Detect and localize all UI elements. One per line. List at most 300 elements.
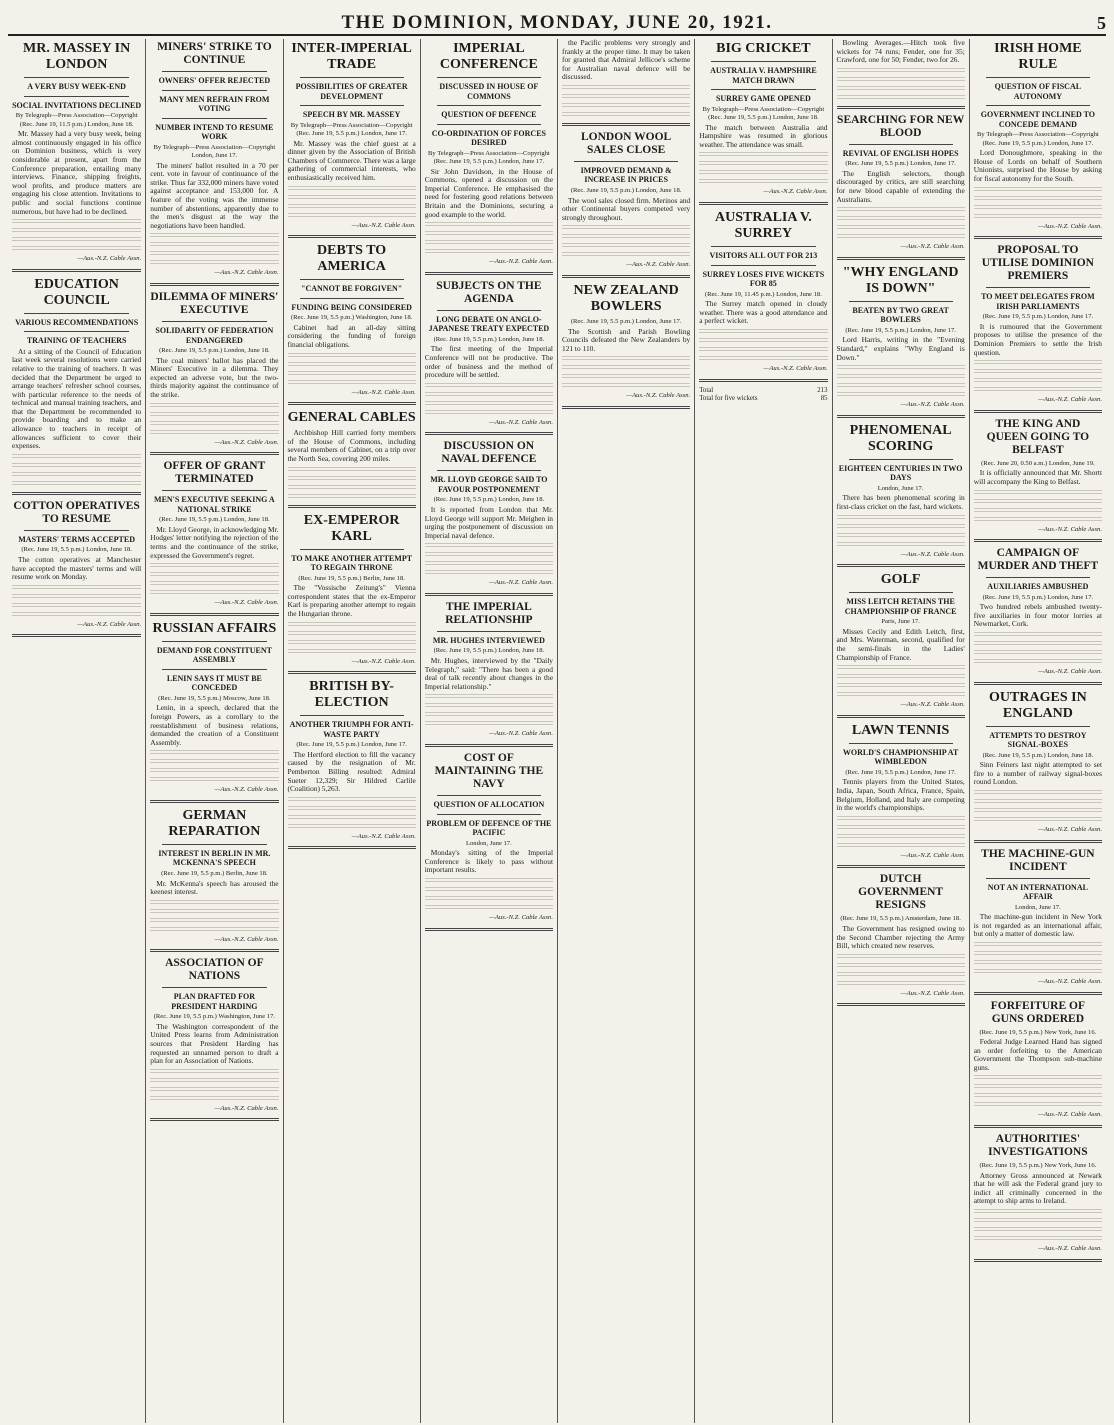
- article-separator: [837, 865, 965, 868]
- article-subheadline: OWNERS' OFFER REJECTED: [158, 76, 271, 85]
- article-subheadline: AUSTRALIA V. HAMPSHIRE MATCH DRAWN: [710, 66, 817, 85]
- article-credit: —Aus.-N.Z. Cable Assn.: [1038, 396, 1102, 404]
- article-subheadline: VARIOUS RECOMMENDATIONS: [15, 317, 139, 327]
- text-lines: [288, 649, 416, 655]
- article-separator: [288, 846, 416, 849]
- article-credit: —Aus.-N.Z. Cable Assn.: [1038, 1245, 1102, 1253]
- text-lines: [288, 380, 416, 386]
- text-lines: [288, 353, 416, 359]
- divider: [437, 124, 541, 125]
- article-separator: [425, 593, 553, 596]
- article-body: Sinn Feiners last night attempted to set fire to a number of railway signal-boxes round London.: [973, 760, 1102, 787]
- article: [562, 39, 690, 126]
- article-subheadline: FUNDING BEING CONSIDERED: [291, 302, 412, 312]
- text-lines: [974, 799, 1102, 805]
- text-lines: [425, 410, 553, 416]
- article-headline: AUSTRALIA V. SURREY: [715, 210, 812, 242]
- text-lines: [974, 659, 1102, 665]
- article-headline: RUSSIAN AFFAIRS: [152, 620, 277, 636]
- article: [974, 848, 1102, 995]
- divider: [437, 470, 541, 471]
- text-lines: [150, 581, 278, 587]
- text-lines: [288, 467, 416, 473]
- divider: [437, 310, 541, 311]
- article-body: At a sitting of the Council of Education last week several resolutions were carried relative to the training of teachers. It was decided that the Department be urged to arrange teachers' refresher school courses, with particular reference to the needs of technical and manual training teachers, and that the Department be recommended to provide boarding and to make an allowance to teachers in receipt of allowances sufficient to cover their expenses.: [12, 346, 142, 451]
- article-separator: [425, 432, 553, 435]
- article-credit: —Aus.-N.Z. Cable Assn.: [214, 786, 279, 794]
- article-subheadline: WORLD'S CHAMPIONSHIP AT WIMBLEDON: [842, 747, 959, 767]
- column-7: [832, 39, 969, 1423]
- article-body: The Hertford election to fill the vacancy caused by the resignation of Mr. Pemberton Billing resulted: Admiral Sueter 12,329; Sir Hildred Carlile (Coalition) 5,263.: [287, 749, 416, 794]
- article-subheadline: LONG DEBATE ON ANGLO-JAPANESE TREATY EXPECTED: [428, 314, 550, 334]
- divider: [986, 287, 1090, 288]
- text-lines: [837, 683, 965, 689]
- score-label: Total for five wickets: [699, 394, 758, 402]
- text-lines: [425, 543, 553, 549]
- article-credit: —Aus.-N.Z. Cable Assn.: [1038, 1111, 1102, 1119]
- text-lines: [150, 412, 278, 418]
- article-headline: THE MACHINE-GUN INCIDENT: [981, 847, 1095, 873]
- text-lines: [425, 887, 553, 893]
- article-subheadline: SOCIAL INVITATIONS DECLINED: [12, 100, 142, 110]
- article-body: The "Vossische Zeitung's" Vienna correspondent states that the ex-Emperor Karl is preparing another attempt to regain the Hungarian throne.: [287, 583, 416, 618]
- text-lines: [837, 665, 965, 671]
- article-subheadline: CO-ORDINATION OF FORCES DESIRED: [431, 128, 546, 147]
- article-dateline: (Rec. June 19, 5.5 p.m.) Moscow, June 18.: [158, 694, 271, 702]
- article-credit: —Aus.-N.Z. Cable Assn.: [626, 261, 691, 269]
- article-body: Lord Donoughmore, speaking in the House of Lords on behalf of Southern Unionists, surprised the House by asking for fiscal autonomy for the South.: [973, 148, 1102, 183]
- text-lines: [288, 640, 416, 646]
- text-lines: [699, 347, 827, 353]
- text-lines: [288, 186, 416, 192]
- divider: [437, 814, 541, 815]
- divider: [162, 844, 266, 845]
- text-lines: [150, 759, 278, 765]
- article: [974, 41, 1102, 239]
- text-lines: [837, 972, 965, 978]
- article-dateline: London, June 17.: [465, 839, 512, 847]
- article-separator: [150, 613, 278, 616]
- article-credit: —Aus.-N.Z. Cable Assn.: [1038, 977, 1102, 985]
- article: [425, 280, 553, 436]
- article-headline: PHENOMENAL SCORING: [849, 422, 952, 454]
- article-credit: —Aus.-N.Z. Cable Assn.: [489, 913, 553, 921]
- article-separator: [974, 410, 1102, 413]
- article-headline: ASSOCIATION OF NATIONS: [165, 957, 264, 983]
- article-body: The Surrey match opened in cloudy weather. There was a good attendance and a perfect wicket.: [699, 299, 828, 326]
- text-lines: [150, 403, 278, 409]
- article-dateline: By Telegraph—Press Association—Copyright (Rec. June 19, 5.5 p.m.) London, June 18.: [702, 105, 825, 122]
- article-headline: SEARCHING FOR NEW BLOOD: [837, 113, 965, 139]
- article-body: It is rumoured that the Government proposes to utilise the presence of the Dominion Premiers to settle the Irish question.: [973, 321, 1102, 357]
- article-credit: —Aus.-N.Z. Cable Assn.: [214, 269, 279, 277]
- article: [150, 957, 278, 1121]
- article-dateline: By Telegraph—Press Association—Copyright (Rec. June 19, 5.5 p.m.) London, June 17.: [290, 121, 413, 138]
- text-lines: [837, 77, 965, 83]
- text-lines: [425, 878, 553, 884]
- article-body: It is reported from London that Mr. Lloyd George will support Mr. Meighen in urging the postponement of discussion on Imperial naval defence.: [424, 505, 553, 540]
- text-lines: [150, 572, 278, 578]
- article-separator: [974, 539, 1102, 542]
- article: [12, 277, 141, 495]
- text-lines: [150, 750, 278, 756]
- article-separator: [562, 406, 690, 409]
- article-dateline: (Rec. June 19, 5.5 p.m.) London, June 18.: [570, 186, 682, 194]
- article-headline: GOLF: [880, 572, 921, 588]
- article-dateline: (Rec. June 19, 5.5 p.m.) Berlin, June 18.: [161, 869, 268, 877]
- article-separator: [974, 1125, 1102, 1128]
- text-lines: [837, 392, 965, 398]
- text-lines: [974, 360, 1102, 366]
- article-headline: THE KING AND QUEEN GOING TO BELFAST: [986, 417, 1090, 456]
- article-headline: MR. MASSEY IN LONDON: [23, 41, 131, 72]
- article-subheadline: PROBLEM OF DEFENCE OF THE PACIFIC: [426, 818, 552, 838]
- text-lines: [837, 816, 965, 822]
- article-subheadline: SOLIDARITY OF FEDERATION ENDANGERED: [155, 326, 274, 345]
- text-lines: [562, 85, 690, 91]
- text-lines: [562, 365, 690, 371]
- text-lines: [699, 152, 827, 158]
- text-lines: [974, 214, 1102, 220]
- text-lines: [974, 205, 1102, 211]
- article-subheadline: DISCUSSED IN HOUSE OF COMMONS: [439, 82, 539, 101]
- article-dateline: (Rec. June 19, 5.5 p.m.) London, June 18.: [159, 347, 270, 355]
- divider: [437, 77, 541, 78]
- text-lines: [974, 378, 1102, 384]
- column-3: [283, 39, 420, 1423]
- article-separator: [837, 1003, 965, 1006]
- divider: [162, 669, 266, 670]
- divider: [162, 641, 266, 642]
- divider: [986, 577, 1090, 578]
- text-lines: [288, 213, 416, 219]
- text-lines: [837, 533, 965, 539]
- article-body: The English selectors, though discouraged by critics, are still searching for new blood capable of extending the Australians.: [836, 168, 965, 204]
- text-lines: [974, 1218, 1102, 1224]
- article-dateline: (Rec. June 19, 5.5 p.m.) London, June 17.: [982, 593, 1094, 601]
- text-lines: [837, 383, 965, 389]
- divider: [300, 715, 404, 716]
- text-lines: [837, 843, 965, 849]
- article-separator: [150, 949, 278, 952]
- divider: [300, 549, 404, 550]
- text-lines: [288, 204, 416, 210]
- article-separator: [837, 415, 965, 418]
- text-lines: [974, 1093, 1102, 1099]
- article-body: the Pacific problems very strongly and frankly at the proper time. It may be taken for granted that Admiral Jellicoe's scheme for Australian naval defence will be discussed.: [562, 39, 691, 82]
- article-body: The Washington correspondent of the United Press learns from Administration sources that President Harding has requested an unnamed person to draft a plan for an Association of Nations.: [150, 1021, 279, 1066]
- article-subheadline: LENIN SAYS IT MUST BE CONCEDED: [166, 673, 262, 693]
- article-subheadline: PLAN DRAFTED FOR PRESIDENT HARDING: [171, 992, 258, 1011]
- article-credit: —Aus.-N.Z. Cable Assn.: [77, 255, 142, 263]
- article-dateline: (Rec. June 19, 5.5 p.m.) Washington, June 17.: [153, 1013, 276, 1021]
- text-lines: [974, 951, 1102, 957]
- text-lines: [288, 824, 416, 830]
- column-4: [420, 39, 557, 1423]
- article-separator: [288, 235, 416, 238]
- article-dateline: (Rec. June 19, 5.5 p.m.) London, June 18.: [433, 496, 545, 504]
- text-lines: [288, 631, 416, 637]
- article-headline: FORFEITURE OF GUNS ORDERED: [990, 999, 1085, 1025]
- article: [12, 500, 141, 637]
- text-lines: [562, 234, 690, 240]
- text-lines: [288, 494, 416, 500]
- article-dateline: (Rec. June 19, 11.45 p.m.) London, June 18.: [704, 290, 822, 298]
- article-dateline: (Rec. June 19, 5.5 p.m.) London, June 18.: [21, 546, 132, 554]
- article-credit: —Aus.-N.Z. Cable Assn.: [351, 388, 416, 396]
- article-body: Lenin, in a speech, declared that the foreign Powers, as a corollary to the reestablishment of business relations, demanded the creation of a Constituent Assembly.: [150, 703, 279, 747]
- article-credit: —Aus.-N.Z. Cable Assn.: [489, 579, 553, 587]
- article-body: Mr. Lloyd George, in acknowledging Mr. Hodges' letter notifying the rejection of the terms and the continuance of the strike, expressed the Government's regret.: [150, 524, 279, 560]
- text-lines: [12, 612, 141, 618]
- divider: [162, 987, 266, 988]
- article-headline: LAWN TENNIS: [851, 722, 950, 738]
- text-lines: [837, 86, 965, 92]
- article-dateline: (Rec. June 19, 5.5 p.m.) London, June 18.: [159, 516, 270, 524]
- text-lines: [837, 954, 965, 960]
- article: [150, 460, 278, 616]
- score-list: [699, 387, 827, 403]
- text-lines: [562, 383, 690, 389]
- text-lines: [150, 251, 278, 257]
- article: [699, 210, 827, 381]
- article-separator: [288, 671, 416, 674]
- article-subheadline: QUESTION OF FISCAL AUTONOMY: [994, 82, 1082, 101]
- article-subheadline: A VERY BUSY WEEK-END: [27, 82, 126, 91]
- divider: [437, 631, 541, 632]
- article: [974, 547, 1102, 684]
- article: [425, 440, 553, 596]
- article: [974, 1133, 1102, 1262]
- text-lines: [288, 362, 416, 368]
- article-credit: —Aus.-N.Z. Cable Assn.: [1038, 825, 1102, 833]
- article-body: Misses Cecily and Edith Leitch, first, and Mrs. Waterman, second, qualified for the semi-finals in the Ladies' Championship of France.: [836, 626, 965, 662]
- text-lines: [150, 590, 278, 596]
- article-subheadline: MR. LLOYD GEORGE SAID TO FAVOUR POSTPONEMENT: [430, 475, 548, 494]
- text-lines: [699, 179, 827, 185]
- text-lines: [699, 356, 827, 362]
- article-dateline: By Telegraph—Press Association—Copyright (Rec. June 19, 5.5 p.m.) London, June 17.: [976, 131, 1099, 147]
- article: [837, 423, 965, 567]
- article-body: The Government has resigned owing to the Second Chamber rejecting the Army Bill, which created new reserves.: [836, 923, 965, 951]
- article-credit: —Aus.-N.Z. Cable Assn.: [1038, 222, 1102, 230]
- text-lines: [425, 249, 553, 255]
- divider: [711, 265, 815, 266]
- article: [562, 131, 690, 278]
- text-lines: [699, 338, 827, 344]
- article: [974, 418, 1102, 542]
- article-credit: —Aus.-N.Z. Cable Assn.: [351, 657, 416, 665]
- text-lines: [974, 942, 1102, 948]
- article-headline: PROPOSAL TO UTILISE DOMINION PREMIERS: [981, 244, 1094, 283]
- text-lines: [150, 421, 278, 427]
- text-lines: [974, 187, 1102, 193]
- text-lines: [974, 1227, 1102, 1233]
- article-headline: DEBTS TO AMERICA: [317, 243, 387, 275]
- article-separator: [837, 257, 965, 260]
- text-lines: [12, 603, 141, 609]
- article-dateline: Paris, June 17.: [881, 618, 920, 626]
- text-lines: [837, 95, 965, 101]
- text-lines: [150, 1096, 278, 1102]
- article-subheadline: VISITORS ALL OUT FOR 213: [709, 251, 818, 261]
- divider: [300, 298, 404, 299]
- article-subheadline: AUXILIARIES AMBUSHED: [987, 582, 1089, 592]
- text-lines: [12, 228, 141, 234]
- article-headline: GERMAN REPARATION: [168, 807, 261, 839]
- article-credit: —Aus.-N.Z. Cable Assn.: [763, 364, 828, 372]
- text-lines: [425, 712, 553, 718]
- text-lines: [425, 401, 553, 407]
- article-body: Mr. Massey had a very busy week, being almost continuously engaged in his office on Dominion business, which is very considerable at present, apart from the Conference preparation, entailing many interviews. Finance, shipping freights, wool profits, and produce matters are engaging his close attention. Invitations to public and social functions continue numerous, but have had to be declined.: [12, 129, 142, 216]
- article: [974, 244, 1102, 413]
- article-dateline: (Rec. June 19, 5.5 p.m.) London, June 17.: [845, 326, 956, 334]
- text-lines: [150, 927, 278, 933]
- article-subheadline: ATTEMPTS TO DESTROY SIGNAL-BOXES: [989, 730, 1087, 750]
- article-body: The Scottish and Parish Bowling Councils defeated the New Zealanders by 121 to 110.: [562, 326, 691, 353]
- article: [425, 752, 553, 930]
- article: [150, 41, 278, 286]
- score-row: [699, 387, 827, 395]
- article: [425, 41, 553, 275]
- article-credit: —Aus.-N.Z. Cable Assn.: [489, 730, 553, 738]
- article-credit: —Aus.-N.Z. Cable Assn.: [900, 701, 965, 709]
- text-lines: [974, 517, 1102, 523]
- article-subheadline: "CANNOT BE FORGIVEN": [301, 284, 403, 294]
- text-lines: [12, 585, 141, 591]
- article-body: Attorney Gross announced at Newark that he will ask the Federal grand jury to indict all criminally concerned in the attempt to ship arms to Ireland.: [973, 1170, 1102, 1206]
- text-lines: [699, 161, 827, 167]
- article: [837, 39, 965, 109]
- article-separator: [974, 236, 1102, 239]
- article-headline: MINERS' STRIKE TO CONTINUE: [157, 41, 272, 66]
- column-2: [145, 39, 282, 1423]
- article-body: There has been phenomenal scoring in first-class cricket on the fast, hard wickets.: [836, 493, 965, 511]
- article-body: The miners' ballot resulted in a 70 per cent. vote in favour of continuance of the strike. Thus far 332,000 miners have voted against acceptance and 153,000 for. A feature of the voting was the immense number of abstentions, apparently due to the men's disgust at the way the negotiations have been handled.: [150, 160, 279, 230]
- text-lines: [837, 225, 965, 231]
- article-subheadline: ANOTHER TRIUMPH FOR ANTI-WASTE PARTY: [289, 720, 414, 739]
- article: [837, 873, 965, 1006]
- text-lines: [12, 246, 141, 252]
- text-lines: [425, 240, 553, 246]
- article-credit: —Aus.-N.Z. Cable Assn.: [626, 392, 691, 400]
- text-lines: [425, 570, 553, 576]
- score-row: [699, 395, 827, 403]
- article-separator: [837, 715, 965, 718]
- article-headline: EDUCATION COUNCIL: [34, 276, 119, 308]
- text-lines: [974, 650, 1102, 656]
- article-body: The cotton operatives at Manchester have accepted the masters' terms and will resume work on Monday.: [12, 554, 142, 582]
- text-lines: [562, 94, 690, 100]
- article-separator: [699, 379, 827, 382]
- divider: [711, 89, 815, 90]
- text-lines: [974, 790, 1102, 796]
- article-credit: —Aus.-N.Z. Cable Assn.: [489, 258, 553, 266]
- article-subheadline: POSSIBILITIES OF GREATER DEVELOPMENT: [295, 82, 408, 101]
- article-body: The machine-gun incident in New York is not regarded as an international affair, but only a matter of domestic law.: [973, 912, 1102, 939]
- divider: [711, 246, 815, 247]
- article-headline: SUBJECTS ON THE AGENDA: [436, 279, 542, 305]
- text-lines: [974, 1102, 1102, 1108]
- article: [974, 690, 1102, 843]
- article-credit: —Aus.-N.Z. Cable Assn.: [351, 832, 416, 840]
- article-credit: —Aus.-N.Z. Cable Assn.: [1038, 525, 1102, 533]
- article-subheadline: NUMBER INTEND TO RESUME WORK: [155, 122, 274, 141]
- divider: [24, 77, 129, 78]
- article-separator: [699, 202, 827, 205]
- text-lines: [150, 242, 278, 248]
- article-credit: —Aus.-N.Z. Cable Assn.: [489, 418, 553, 426]
- article: [288, 243, 416, 405]
- divider: [162, 90, 266, 91]
- text-lines: [974, 1236, 1102, 1242]
- article-headline: IRISH HOME RULE: [994, 41, 1082, 72]
- text-lines: [699, 329, 827, 335]
- article: [562, 283, 690, 409]
- divider: [300, 279, 404, 280]
- text-lines: [425, 392, 553, 398]
- article-headline: COTTON OPERATIVES TO RESUME: [13, 499, 140, 525]
- text-lines: [974, 499, 1102, 505]
- article-subheadline: QUESTION OF ALLOCATION: [433, 800, 545, 810]
- text-lines: [425, 222, 553, 228]
- text-lines: [974, 490, 1102, 496]
- article-subheadline: SPEECH BY MR. MASSEY: [302, 110, 401, 119]
- article-headline: BIG CRICKET: [716, 41, 811, 56]
- article-dateline: (Rec. June 19, 5.5 p.m.) London, June 18.: [433, 647, 545, 655]
- article-credit: —Aus.-N.Z. Cable Assn.: [214, 438, 279, 446]
- divider: [849, 743, 953, 744]
- article: [288, 513, 416, 675]
- article-dateline: (Rec. June 19, 5.5 p.m.) London, June 17.: [570, 317, 682, 325]
- article: [150, 291, 278, 455]
- text-lines: [837, 374, 965, 380]
- column-8: [969, 39, 1106, 1423]
- article-body: Monday's sitting of the Imperial Conference is likely to pass without important results.: [424, 848, 553, 875]
- divider: [162, 118, 266, 119]
- divider: [574, 161, 678, 162]
- article: [699, 41, 827, 205]
- article-credit: —Aus.-N.Z. Cable Assn.: [1038, 667, 1102, 675]
- article-separator: [150, 283, 278, 286]
- article-separator: [974, 840, 1102, 843]
- text-lines: [150, 563, 278, 569]
- divider: [24, 96, 129, 97]
- article: [150, 808, 278, 952]
- article-dateline: London, June 17.: [877, 484, 924, 492]
- article-subheadline: NOT AN INTERNATIONAL AFFAIR: [987, 882, 1088, 902]
- article-headline: CAMPAIGN OF MURDER AND THEFT: [977, 547, 1099, 573]
- article-body: The match between Australia and Hampshire was resumed in glorious weather. The attendance was small.: [699, 122, 828, 149]
- article-headline: NEW ZEALAND BOWLERS: [573, 282, 679, 314]
- article-separator: [974, 992, 1102, 995]
- text-lines: [425, 905, 553, 911]
- text-lines: [425, 561, 553, 567]
- article-body: Tennis players from the United States, India, Japan, South Africa, France, Spain, Belgium, Holland, and Italy are competing in the world's championships.: [836, 777, 965, 813]
- divider: [300, 77, 404, 78]
- article-body: Sir John Davidson, in the House of Commons, opened a discussion on the Imperial Conference. He emphasised the need for fostering good relations between Britain and the Dominions, securing a good example to the world.: [424, 166, 553, 219]
- text-lines: [562, 356, 690, 362]
- divider: [24, 331, 129, 332]
- article-headline: DUTCH GOVERNMENT RESIGNS: [858, 873, 944, 912]
- article: [288, 679, 416, 849]
- article-subheadline: IMPROVED DEMAND & INCREASE IN PRICES: [580, 165, 672, 185]
- article-dateline: (Rec. June 19, 5.5 p.m.) New York, June 16.: [979, 1162, 1097, 1170]
- text-lines: [425, 721, 553, 727]
- text-lines: [150, 1069, 278, 1075]
- divider: [437, 795, 541, 796]
- masthead-title: THE DOMINION, MONDAY, JUNE 20, 1921.: [341, 12, 773, 33]
